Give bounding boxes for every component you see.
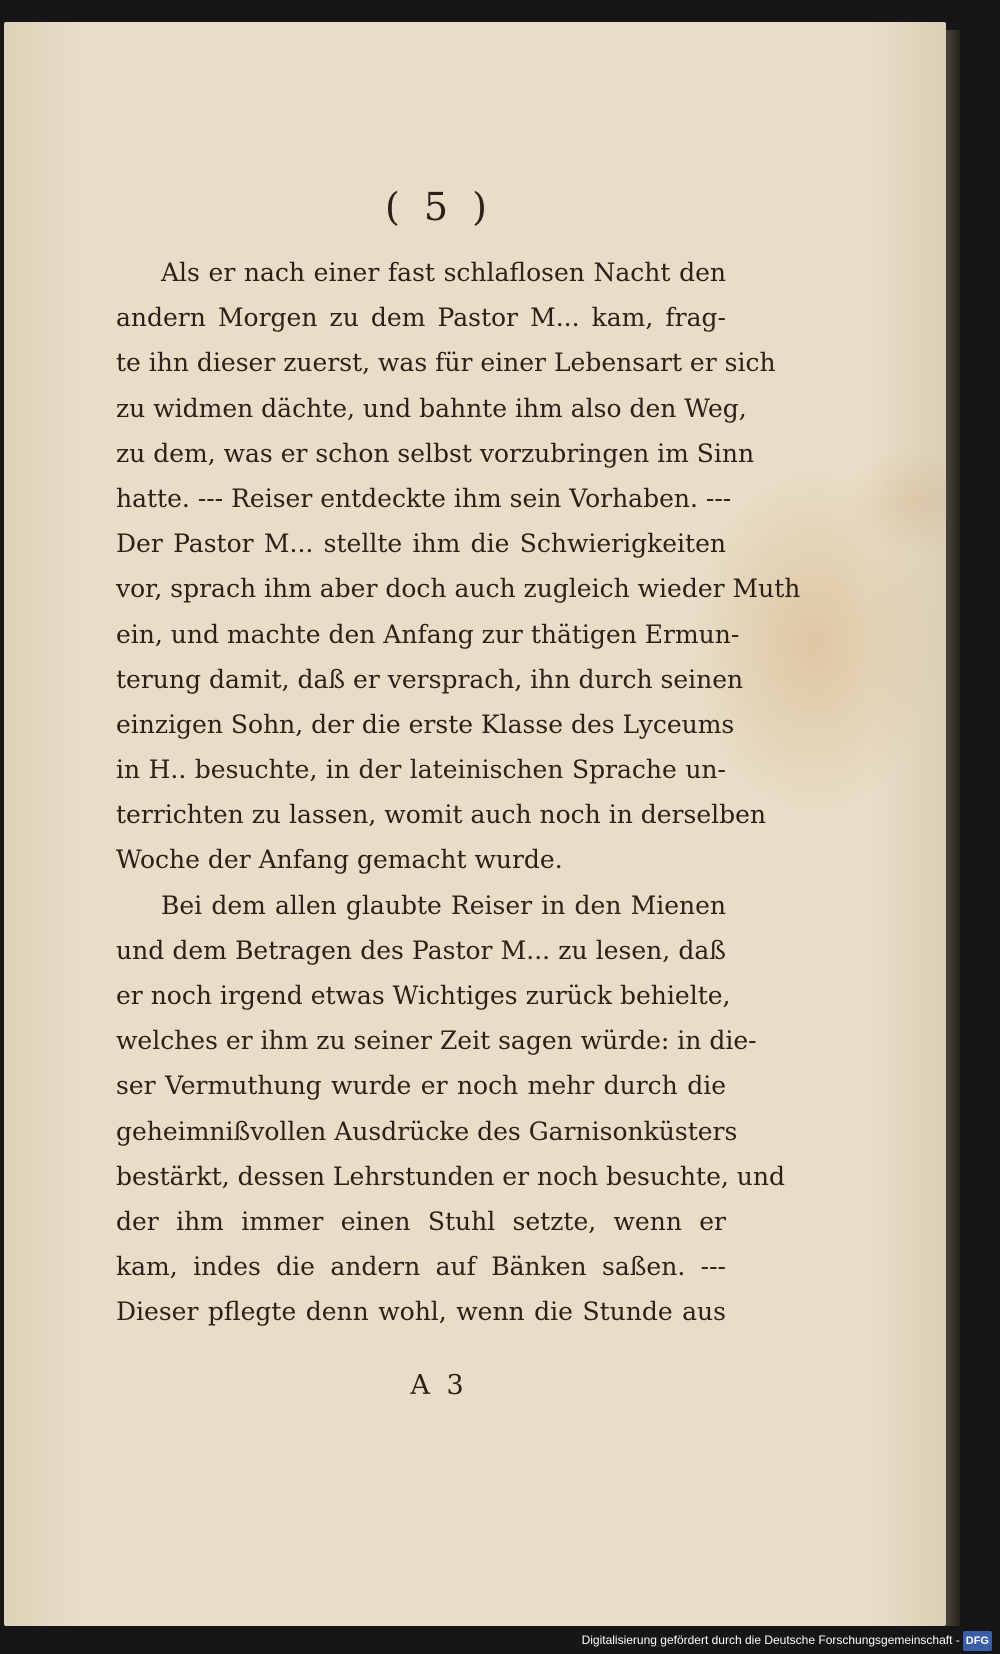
text-line: Woche der Anfang gemacht wurde. <box>116 845 563 875</box>
text-line: Der Pastor M... stellte ihm die Schwierigkeiten <box>116 529 726 559</box>
text-line: te ihn dieser zuerst, was für einer Lebensart er sich <box>116 348 776 378</box>
text-line: vor, sprach ihm aber doch auch zugleich wieder Muth <box>116 574 801 604</box>
text-line: in H.. besuchte, in der lateinischen Sprache un- <box>116 755 726 785</box>
text-line: hatte. --- Reiser entdeckte ihm sein Vorhaben. --- <box>116 483 732 513</box>
text-line: terrichten zu lassen, womit auch noch in derselben <box>116 800 767 830</box>
book-page <box>4 22 946 1626</box>
text-line: Als er nach einer fast schlaflosen Nacht den <box>161 258 726 287</box>
page-edge-shadow <box>946 30 960 1626</box>
text-line: und dem Betragen des Pastor M... zu lesen, daß <box>116 935 726 965</box>
text-line: der ihm immer einen Stuhl setzte, wenn er <box>116 1206 726 1236</box>
page-signature: A 3 <box>410 1370 468 1401</box>
funding-text: Digitalisierung gefördert durch die Deutsche Forschungsgemeinschaft - <box>581 1633 960 1647</box>
body-text <box>116 250 801 1335</box>
text-line: andern Morgen zu dem Pastor M... kam, frag- <box>116 303 726 333</box>
text-line: Dieser pflegte denn wohl, wenn die Stunde aus <box>116 1297 726 1327</box>
text-line: welches er ihm zu seiner Zeit sagen würde: in die- <box>116 1026 757 1056</box>
page-number: ( 5 ) <box>385 185 493 229</box>
text-line: zu widmen dächte, und bahnte ihm also den Weg, <box>116 393 747 423</box>
text-line: Bei dem allen glaubte Reiser in den Mienen <box>161 890 726 920</box>
text-line: ser Vermuthung wurde er noch mehr durch die <box>116 1071 726 1101</box>
text-line: einzigen Sohn, der die erste Klasse des Lyceums <box>116 709 735 739</box>
dfg-logo-icon: DFG <box>963 1631 992 1651</box>
text-line: kam, indes die andern auf Bänken saßen. --- <box>116 1252 726 1282</box>
text-line: terung damit, daß er versprach, ihn durch seinen <box>116 664 744 694</box>
funding-footer <box>582 1630 992 1650</box>
text-line: bestärkt, dessen Lehrstunden er noch besuchte, und <box>116 1161 785 1191</box>
text-line: zu dem, was er schon selbst vorzubringen im Sinn <box>116 438 755 468</box>
text-line: er noch irgend etwas Wichtiges zurück behielte, <box>116 981 731 1010</box>
text-line: geheimnißvollen Ausdrücke des Garnisonküsters <box>116 1116 738 1146</box>
text-line: ein, und machte den Anfang zur thätigen Ermun- <box>116 619 740 649</box>
